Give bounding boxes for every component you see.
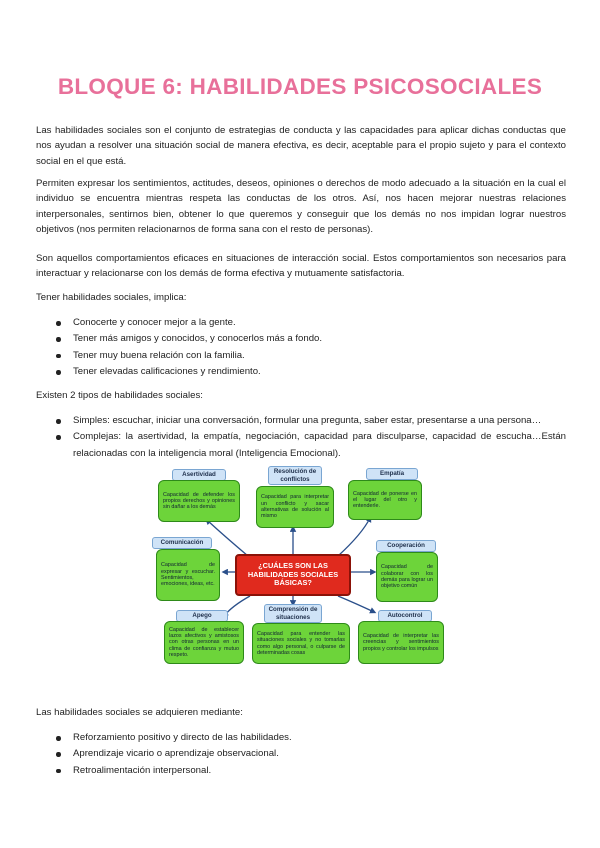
paragraph-definition: Las habilidades sociales son el conjunto de estrategias de conducta y las capacidades para aplicar dichas conductas que nos ayudan a resolver una situación social de manera efectiva, es decir, aceptable para el propio sujeto y para el contexto social en el que está. — [36, 125, 566, 167]
card-heading: Resolución de conflictos — [268, 466, 322, 485]
paragraph-acquisition-intro: Las habilidades sociales se adquieren mediante: — [36, 707, 243, 718]
card-heading: Asertividad — [172, 469, 226, 481]
list-item: Aprendizaje vicario o aprendizaje observacional. — [56, 746, 566, 762]
list-item: Reforzamiento positivo y directo de las habilidades. — [56, 730, 566, 746]
list-item: Tener elevadas calificaciones y rendimiento. — [56, 364, 566, 380]
card-body: Capacidad de ponerse en el lugar del otro y entenderle. — [348, 480, 422, 520]
paragraph-types-intro: Existen 2 tipos de habilidades sociales: — [36, 390, 203, 401]
list-item: Tener más amigos y conocidos, y conocerlos más a fondo. — [56, 331, 566, 347]
central-question-box: ¿CUÁLES SON LAS HABILIDADES SOCIALES BÁSICAS? — [235, 554, 351, 596]
card-heading: Autocontrol — [378, 610, 432, 622]
list-item: Conocerte y conocer mejor a la gente. — [56, 315, 566, 331]
card-body: Capacidad de interpretar las creencias y sentimientos propios y controlar los impulsos — [358, 621, 444, 664]
card-heading: Empatía — [366, 468, 418, 480]
card-body: Capacidad de establecer lazos afectivos y amistosos con otras personas en un clima de confianza y mutuo respeto. — [164, 621, 244, 664]
card-body: Capacidad para entender las situaciones sociales y no tomarlas como algo personal, o culparse de determinadas cosas — [252, 623, 350, 664]
page-title: BLOQUE 6: HABILIDADES PSICOSOCIALES — [57, 74, 543, 99]
card-heading: Apego — [176, 610, 228, 622]
acquisition-list — [56, 730, 566, 779]
card-body: Capacidad de colaborar con los demás para lograr un objetivo común — [376, 552, 438, 602]
card-body: Capacidad de expresar y escuchar. Sentimientos, emociones, ideas, etc. — [156, 549, 220, 601]
card-heading: Cooperación — [376, 540, 436, 552]
card-body: Capacidad para interpretar un conflicto y sacar alternativas de solución al mismo — [256, 486, 334, 528]
arrow-autocontrol — [338, 596, 374, 612]
card-body: Capacidad de defender los propios derechos y opiniones sin dañar a los demás — [158, 480, 240, 522]
card-heading: Comprensión de situaciones — [264, 604, 322, 623]
list-item: Retroalimentación interpersonal. — [56, 763, 566, 779]
paragraph-behaviors: Son aquellos comportamientos eficaces en situaciones de interacción social. Estos comportamientos son necesarios para interactuar y relacionarse con los demás de forma efectiva y mutuamente satisfactoria. — [36, 253, 566, 280]
social-skills-infographic — [152, 464, 448, 664]
card-heading: Comunicación — [152, 537, 212, 549]
arrow-empatia — [338, 518, 370, 556]
types-list — [56, 413, 566, 462]
paragraph-purpose: Permiten expresar los sentimientos, actitudes, deseos, opiniones o derechos de modo adecuado a la situación en la cual el individuo se encuentra mientras respeta las conductas de los otros. Así, nos hacen mejorar nuestras relaciones interpersonales, sentirnos bien, obtener lo que queremos y conseguir que los demás no nos impidan lograr nuestros objetivos (nos permiten relacionarnos de forma sana con el resto de personas). — [36, 178, 566, 235]
implies-list — [56, 315, 566, 381]
list-item: Simples: escuchar, iniciar una conversación, formular una pregunta, saber estar, presentarse a una persona… — [56, 413, 566, 429]
paragraph-implies-intro: Tener habilidades sociales, implica: — [36, 292, 187, 303]
list-item: Tener muy buena relación con la familia. — [56, 348, 566, 364]
list-item: Complejas: la asertividad, la empatía, negociación, capacidad para disculparse, capacidad de escucha…Están relacionadas con la inteligencia moral (Inteligencia Emocional). — [56, 429, 566, 462]
